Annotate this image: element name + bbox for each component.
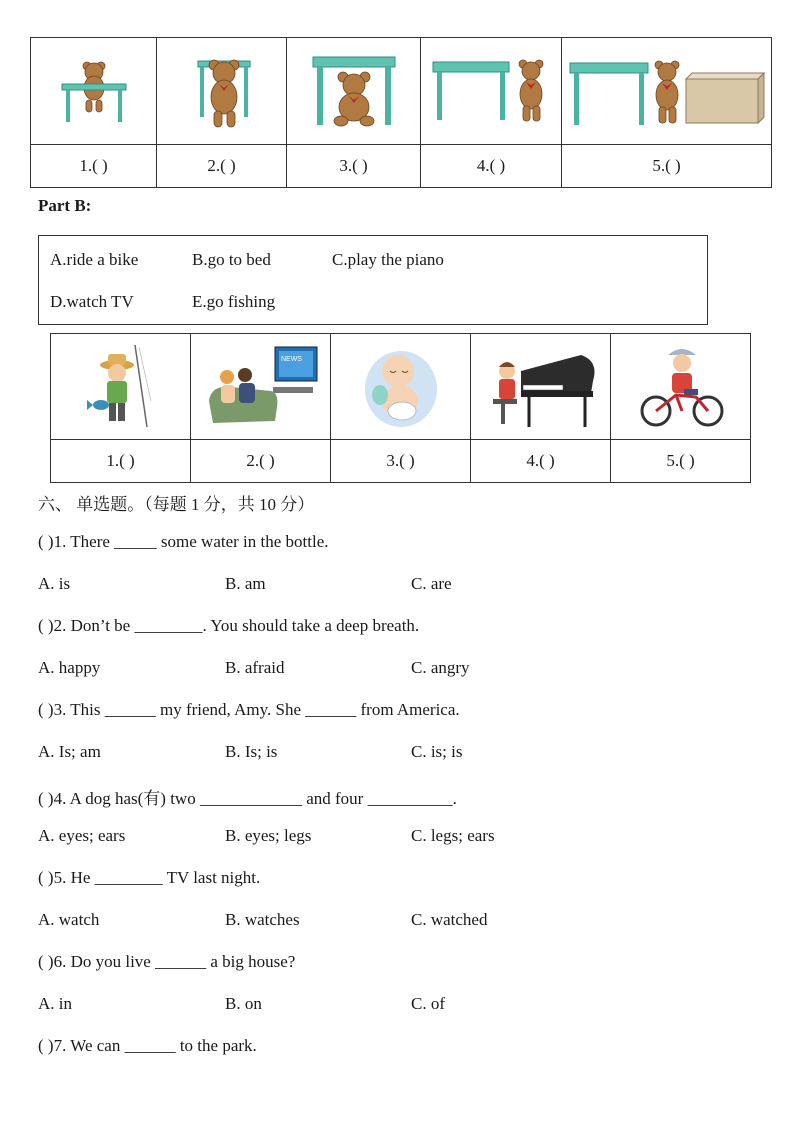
option-b: B. eyes; legs — [225, 826, 312, 845]
option-a: A. happy — [38, 658, 101, 677]
option-a: A. in — [38, 994, 72, 1013]
answer-blank[interactable]: 2.( ) — [191, 440, 331, 483]
options-box — [38, 235, 708, 325]
picture-bear-beside-table — [421, 38, 562, 145]
picture-bear-under-table — [287, 38, 421, 145]
part-a-table — [30, 37, 772, 188]
tv-news-text: NEWS — [280, 355, 302, 363]
option-b: B. on — [225, 994, 262, 1013]
picture-play-the-piano — [471, 334, 611, 440]
baby-sleeping-icon — [356, 341, 446, 433]
bear-table-icon — [431, 56, 551, 126]
option-b: B.go to bed — [192, 250, 271, 269]
question-5: ( )5. He ________ TV last night. — [38, 868, 261, 887]
picture-ride-a-bike — [611, 334, 751, 440]
part-b-heading: Part B: — [38, 196, 92, 215]
option-c: C. is; is — [411, 742, 463, 761]
bear-table-box-icon — [568, 51, 766, 131]
question-1: ( )1. There _____ some water in the bottle. — [38, 532, 329, 551]
question-7: ( )7. We can ______ to the park. — [38, 1036, 257, 1055]
section-heading: 六、 单选题。（每题 1 分，共 10 分） — [38, 495, 315, 514]
option-c: C. angry — [411, 658, 470, 677]
picture-go-fishing — [51, 334, 191, 440]
option-a: A. eyes; ears — [38, 826, 126, 845]
option-c: C.play the piano — [332, 250, 444, 269]
option-a: A. Is; am — [38, 742, 101, 761]
option-a: A.ride a bike — [50, 250, 139, 269]
answer-blank[interactable]: 3.( ) — [331, 440, 471, 483]
option-c: C. of — [411, 994, 445, 1013]
part-b-table — [50, 333, 751, 483]
watch-tv-icon — [201, 341, 321, 433]
answer-blank[interactable]: 1.( ) — [51, 440, 191, 483]
picture-bear-at-table — [157, 38, 287, 145]
option-e: E.go fishing — [192, 292, 276, 311]
picture-bear-between-table-and-box — [562, 38, 772, 145]
bear-table-icon — [182, 51, 262, 131]
bike-icon — [636, 341, 726, 433]
answer-blank[interactable]: 4.( ) — [421, 145, 562, 188]
bear-table-icon — [309, 51, 399, 131]
answer-blank[interactable]: 5.( ) — [562, 145, 772, 188]
picture-watch-tv — [191, 334, 331, 440]
picture-go-to-bed — [331, 334, 471, 440]
option-d: D.watch TV — [50, 292, 134, 311]
question-3: ( )3. This ______ my friend, Amy. She ______ from America. — [38, 700, 460, 719]
option-a: A. watch — [38, 910, 100, 929]
question-6: ( )6. Do you live ______ a big house? — [38, 952, 296, 971]
option-a: A. is — [38, 574, 71, 593]
option-b: B. am — [225, 574, 266, 593]
option-b: B. Is; is — [225, 742, 278, 761]
fishing-icon — [81, 341, 161, 433]
option-b: B. afraid — [225, 658, 285, 677]
option-c: C. watched — [411, 910, 488, 929]
answer-blank[interactable]: 2.( ) — [157, 145, 287, 188]
picture-bear-behind-table — [31, 38, 157, 145]
piano-icon — [481, 341, 601, 433]
answer-blank[interactable]: 1.( ) — [31, 145, 157, 188]
answer-blank[interactable]: 4.( ) — [471, 440, 611, 483]
option-c: C. legs; ears — [411, 826, 495, 845]
question-4: ( )4. A dog has(有) two ____________ and four __________. — [38, 789, 457, 808]
answer-blank[interactable]: 5.( ) — [611, 440, 751, 483]
bear-table-icon — [54, 56, 134, 126]
answer-blank[interactable]: 3.( ) — [287, 145, 421, 188]
question-2: ( )2. Don’t be ________. You should take a deep breath. — [38, 616, 420, 635]
option-b: B. watches — [225, 910, 300, 929]
option-c: C. are — [411, 574, 452, 593]
